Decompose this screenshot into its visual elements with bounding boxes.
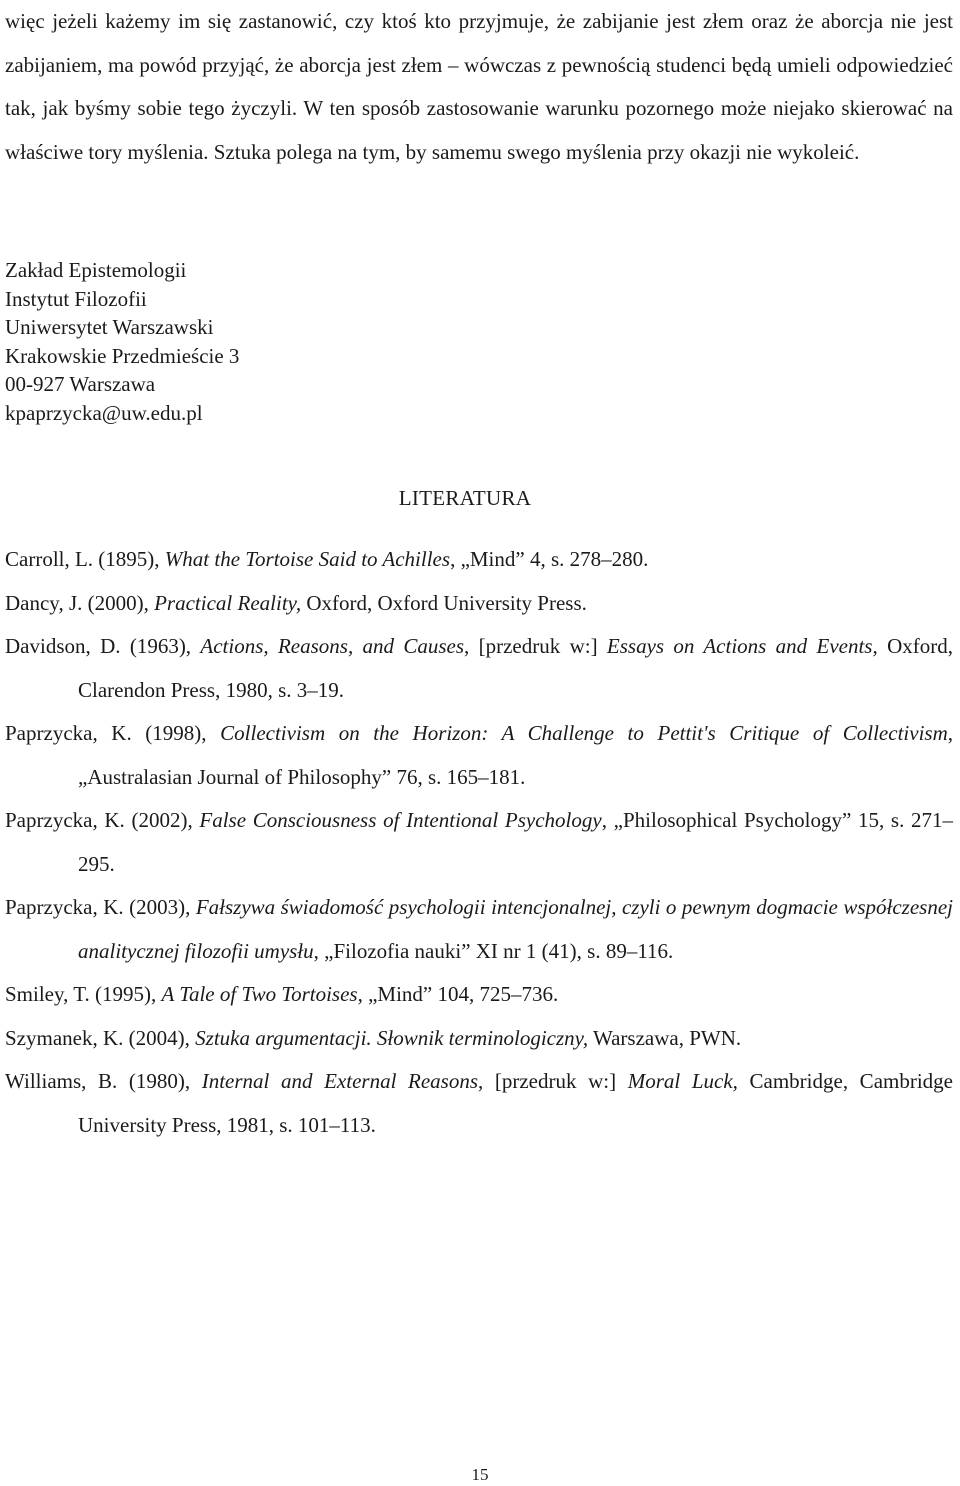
reference-item: Szymanek, K. (2004), Sztuka argumentacji. Słownik terminologiczny, Warszawa, PWN. (5, 1025, 742, 1050)
literature-heading: LITERATURA (398, 486, 532, 510)
reference-item: Davidson, D. (1963), Actions, Reasons, and Causes, [przedruk w:] Essays on Actions and Events, Oxford, Clarendon Press, 1980, s. 3–19. (5, 634, 953, 702)
reference-list (5, 538, 953, 1147)
page-number: 15 (471, 1465, 489, 1484)
body-paragraph: więc jeżeli każemy im się zastanowić, czy ktoś kto przyjmuje, że zabijanie jest złem oraz że aborcja nie jest zabijaniem, ma powód przyjąć, że aborcja jest złem – wówczas z pewnością studenci będą umieli odpowiedzieć tak, jak byśmy sobie tego życzyli. W ten sposób zastosowanie warunku pozornego może niejako skierować na właściwe tory myślenia. Sztuka polega na tym, by samemu swego myślenia przy okazji nie wykoleić. (5, 9, 953, 164)
reference-item: Paprzycka, K. (2003), Fałszywa świadomość psychologii intencjonalnej, czyli o pewnym dogmacie współczesnej analitycznej filozofii umysłu, „Filozofia nauki” XI nr 1 (41), s. 89–116. (5, 895, 953, 963)
reference-item: Carroll, L. (1895), What the Tortoise Said to Achilles, „Mind” 4, s. 278–280. (5, 547, 649, 571)
reference-item: Paprzycka, K. (2002), False Consciousness of Intentional Psychology, „Philosophical Psychology” 15, s. 271–295. (5, 808, 953, 876)
address-email: kpaprzycka@uw.edu.pl (5, 400, 203, 425)
reference-item: Paprzycka, K. (1998), Collectivism on the Horizon: A Challenge to Pettit's Critique of Collectivism, „Australasian Journal of Philosophy” 76, s. 165–181. (5, 721, 953, 789)
address-department: Zakład Epistemologii (5, 258, 187, 282)
author-address (5, 256, 239, 428)
address-city: 00-927 Warszawa (5, 372, 156, 397)
reference-item: Dancy, J. (2000), Practical Reality, Oxford, Oxford University Press. (5, 590, 587, 615)
reference-item: Williams, B. (1980), Internal and External Reasons, [przedruk w:] Moral Luck, Cambridge, Cambridge University Press, 1981, s. 101–113. (5, 1069, 953, 1137)
reference-item: Smiley, T. (1995), A Tale of Two Tortoises, „Mind” 104, 725–736. (5, 982, 559, 1006)
address-university: Uniwersytet Warszawski (5, 315, 214, 340)
address-street: Krakowskie Przedmieście 3 (5, 343, 240, 368)
address-institute: Instytut Filozofii (5, 286, 147, 311)
